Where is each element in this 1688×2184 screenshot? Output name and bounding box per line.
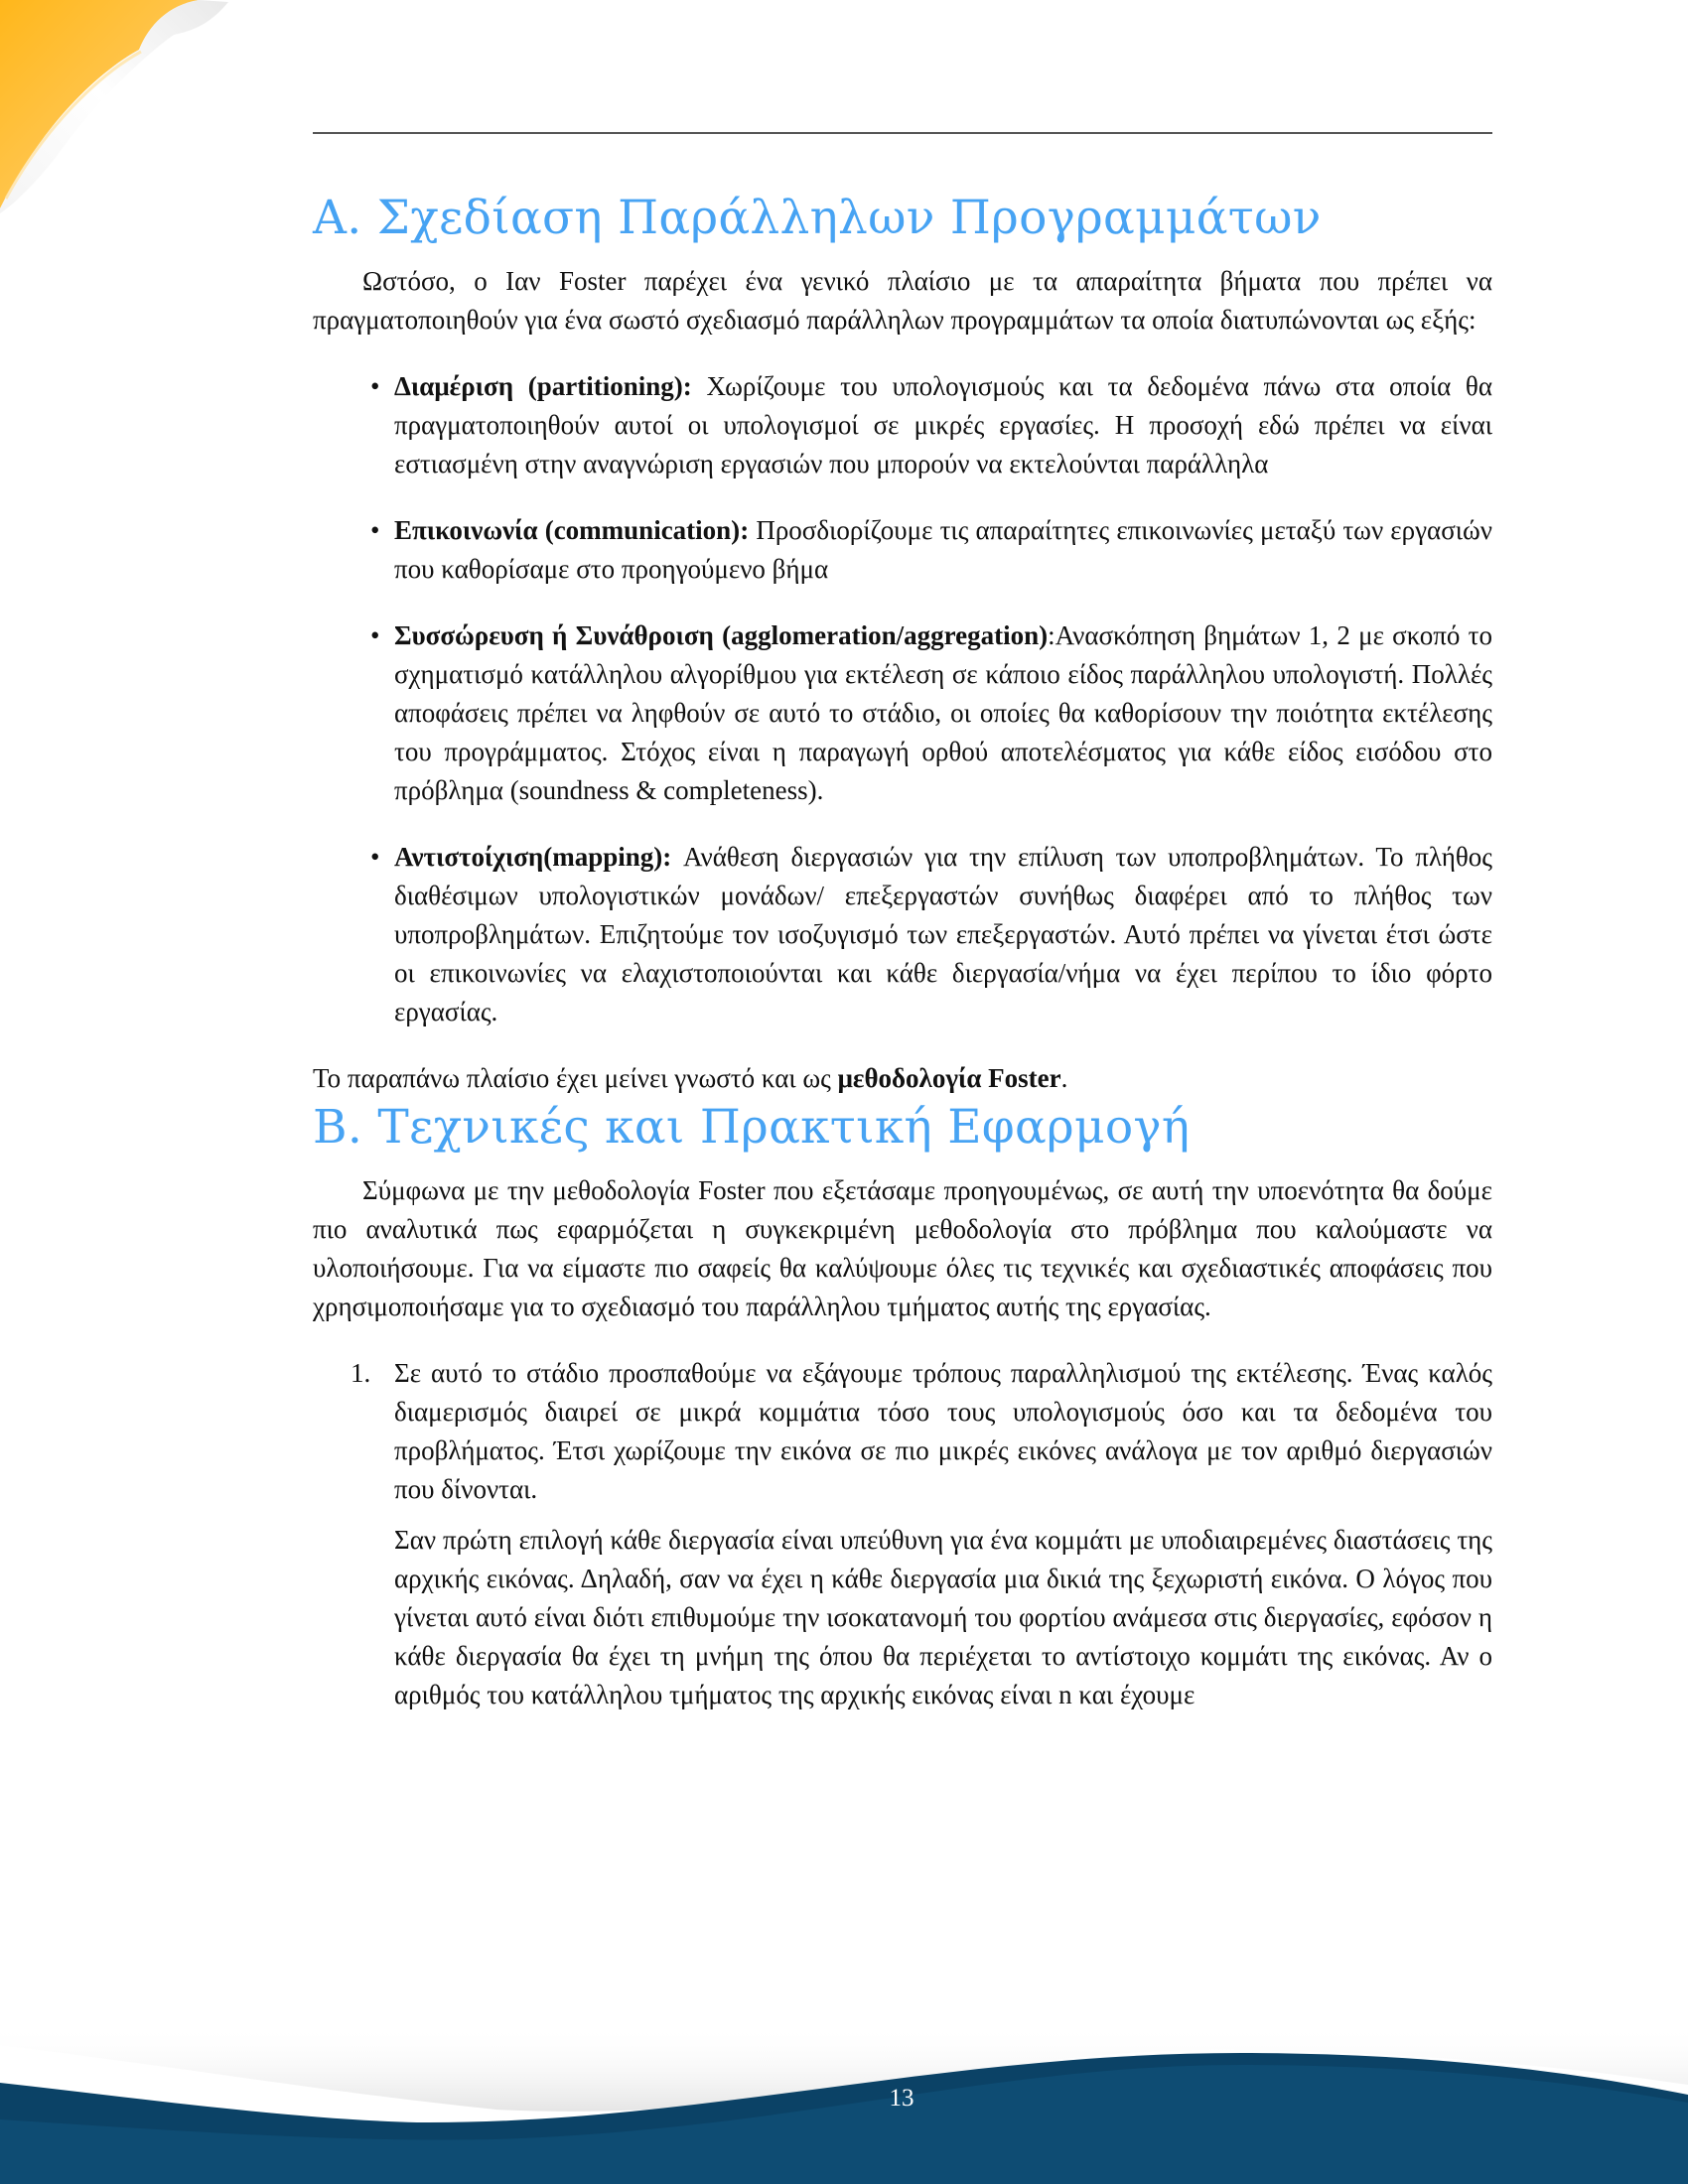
- bullet-icon: •: [370, 515, 380, 545]
- term: Αντιστοίχιση(mapping): [394, 842, 663, 872]
- list-item-mapping: • Αντιστοίχιση(mapping): Ανάθεση διεργασιών για την επίλυση των υποπροβλημάτων. Το πλήθος διαθέσιμων υπολογιστικών μονάδων/ επεξεργαστών συνήθως διαφέρει από το πλήθος των υποπροβλημάτων. Επιζητούμε τον ισοζυγισμό των επεξεργαστών. Αυτό πρέπει να γίνεται έτσι ώστε οι επικοινωνίες να ελαχιστοποιούνται και κάθε διεργασία/νήμα να έχει περίπου το ίδιο φόρτο εργασίας.: [394, 838, 1492, 1031]
- foster-steps-list: [313, 367, 1492, 1031]
- foster-methodology-term: μεθοδολογία Foster: [837, 1063, 1061, 1093]
- term: Συσσώρευση ή Συνάθροιση (agglomeration/aggregation): [394, 620, 1049, 650]
- page-number: 13: [889, 2085, 914, 2112]
- step-paragraph: Σαν πρώτη επιλογή κάθε διεργασία είναι υπεύθυνη για ένα κομμάτι με υποδιαιρεμένες διαστάσεις της αρχικής εικόνας. Δηλαδή, σαν να έχει η κάθε διεργασία μια δικιά της ξεχωριστή εικόνα. Ο λόγος που γίνεται αυτό είναι διότι επιθυμούμε την ισοκατανομή του φορτίου ανάμεσα στις διεργασίες, εφόσον η κάθε διεργασία θα έχει τη μνήμη της όπου θα περιέχεται το αντίστοιχο κομμάτι της εικόνας. Αν ο αριθμός του κατάλληλου τμήματος της αρχικής εικόνας είναι n και έχουμε: [394, 1525, 1492, 1709]
- page-content: [313, 189, 1492, 1714]
- description: Χωρίζουμε του υπολογισμούς και τα δεδομένα πάνω στα οποία θα πραγματοποιηθούν αυτοί οι υπολογισμοί σε μικρές εργασίες. Η προσοχή εδώ πρέπει να είναι εστιασμένη στην αναγνώριση εργασιών που μπορούν να εκτελούνται παράλληλα: [394, 371, 1493, 478]
- description: Ανάθεση διεργασιών για την επίλυση των υποπροβλημάτων. Το πλήθος διαθέσιμων υπολογιστικών μονάδων/ επεξεργαστών συνήθως διαφέρει από το πλήθος των υποπροβλημάτων. Επιζητούμε τον ισοζυγισμό των επεξεργαστών. Αυτό πρέπει να γίνεται έτσι ώστε οι επικοινωνίες να ελαχιστοποιούνται και κάθε διεργασία/νήμα να έχει περίπου το ίδιο φόρτο εργασίας.: [394, 842, 1492, 1026]
- page-curl-decoration: [0, 0, 238, 238]
- implementation-steps-list: [313, 1354, 1492, 1714]
- section-a-heading: A. Σχεδίαση Παράλληλων Προγραμμάτων: [313, 191, 1322, 245]
- step-paragraph: Σε αυτό το στάδιο προσπαθούμε να εξάγουμε τρόπους παραλληλισμού της εκτέλεσης. Ένας καλός διαμερισμός διαιρεί σε μικρά κομμάτια τόσο τους υπολογισμούς όσο και τα δεδομένα του προβλήματος. Έτσι χωρίζουμε την εικόνα σε πιο μικρές εικόνες ανάλογα με τον αριθμό διεργασιών που δίνονται.: [394, 1358, 1492, 1504]
- description: Ανασκόπηση βημάτων 1, 2 με σκοπό το σχηματισμό κατάλληλου αλγορίθμου για εκτέλεση σε κάποιο είδος παράλληλου υπολογιστή. Πολλές αποφάσεις πρέπει να ληφθούν σε αυτό το στάδιο, οι οποίες θα καθορίσουν την ποιότητα εκτέλεσης του προγράμματος. Στόχος είναι η παραγωγή ορθού αποτελέσματος για κάθε είδος εισόδου στο πρόβλημα (soundness & completeness).: [394, 620, 1492, 805]
- description: Προσδιορίζουμε τις απαραίτητες επικοινωνίες μεταξύ των εργασιών που καθορίσαμε στο προηγούμενο βήμα: [394, 515, 1492, 584]
- section-a-closing: Το παραπάνω πλαίσιο έχει μείνει γνωστό και ως μεθοδολογία Foster.: [313, 1063, 1068, 1093]
- term: Επικοινωνία (communication): [394, 515, 741, 545]
- section-b-intro: Σύμφωνα με την μεθοδολογία Foster που εξετάσαμε προηγουμένως, σε αυτή την υποενότητα θα δούμε πιο αναλυτικά πως εφαρμόζεται η συγκεκριμένη μεθοδολογία στο πρόβλημα που καλούμαστε να υλοποιήσουμε. Για να είμαστε πιο σαφείς θα καλύψουμε όλες τις τεχνικές και σχεδιαστικές αποφάσεις που χρησιμοποιήσαμε για το σχεδιασμό του παράλληλου τμήματος αυτής της εργασίας.: [313, 1175, 1492, 1321]
- section-a-intro: Ωστόσο, ο Ιαν Foster παρέχει ένα γενικό πλαίσιο με τα απαραίτητα βήματα που πρέπει να πραγματοποιηθούν για ένα σωστό σχεδιασμό παράλληλων προγραμμάτων τα οποία διατυπώνονται ως εξής:: [313, 266, 1492, 335]
- term: Διαμέριση (partitioning): [394, 371, 683, 401]
- list-item-partitioning: • Διαμέριση (partitioning): Χωρίζουμε του υπολογισμούς και τα δεδομένα πάνω στα οποία θα πραγματοποιηθούν αυτοί οι υπολογισμοί σε μικρές εργασίες. Η προσοχή εδώ πρέπει να είναι εστιασμένη στην αναγνώριση εργασιών που μπορούν να εκτελούνται παράλληλα: [394, 367, 1492, 483]
- header-rule: [313, 132, 1492, 134]
- list-item-agglomeration: • Συσσώρευση ή Συνάθροιση (agglomeration/aggregation):Ανασκόπηση βημάτων 1, 2 με σκοπό το σχηματισμό κατάλληλου αλγορίθμου για εκτέλεση σε κάποιο είδος παράλληλου υπολογιστή. Πολλές αποφάσεις πρέπει να ληφθούν σε αυτό το στάδιο, οι οποίες θα καθορίσουν την ποιότητα εκτέλεσης του προγράμματος. Στόχος είναι η παραγωγή ορθού αποτελέσματος για κάθε είδος εισόδου στο πρόβλημα (soundness & completeness).: [394, 616, 1492, 810]
- bullet-icon: •: [370, 620, 380, 650]
- section-b-heading: B. Τεχνικές και Πρακτική Εφαρμογή: [313, 1100, 1191, 1155]
- bullet-icon: •: [370, 842, 380, 872]
- step-item-1: [351, 1354, 1492, 1714]
- list-item-communication: • Επικοινωνία (communication): Προσδιορίζουμε τις απαραίτητες επικοινωνίες μεταξύ των εργασιών που καθορίσαμε στο προηγούμενο βήμα: [394, 511, 1492, 589]
- bullet-icon: •: [370, 371, 380, 401]
- step-number: 1.: [351, 1358, 371, 1388]
